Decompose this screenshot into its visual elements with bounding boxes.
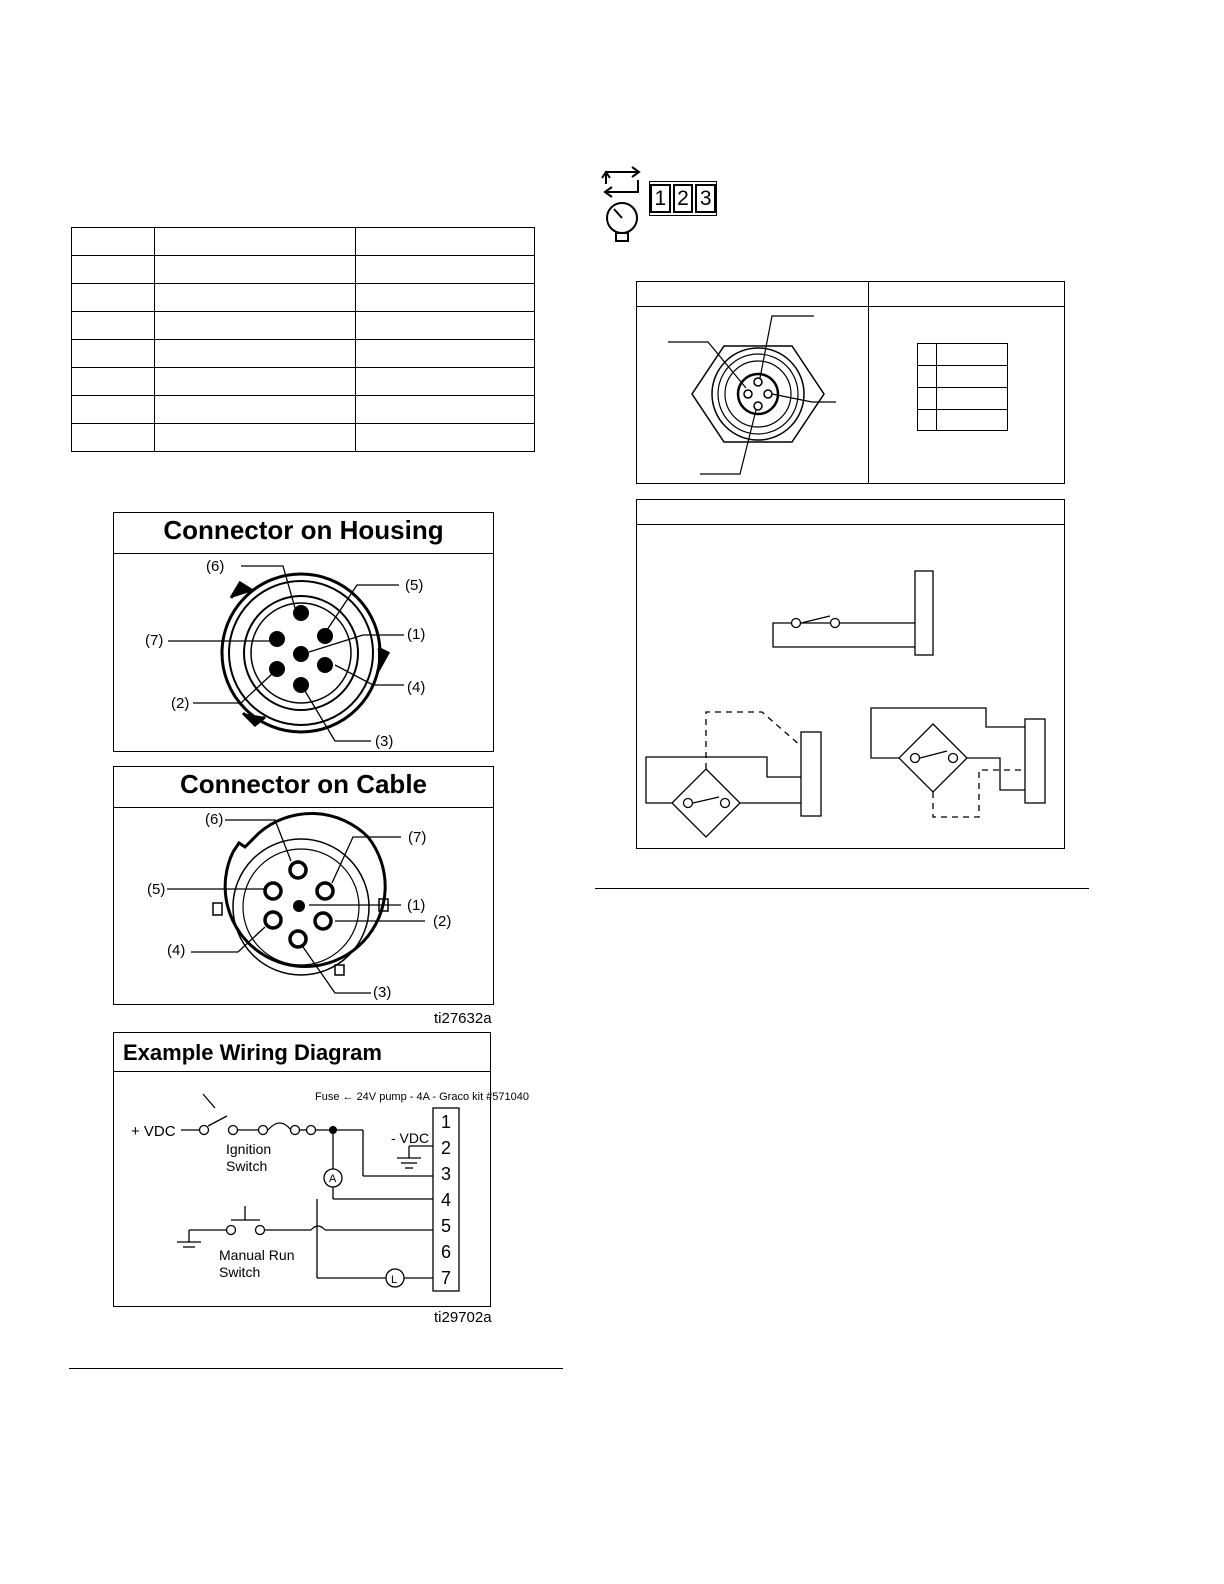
cable-pin-label: (4): [167, 942, 186, 959]
wiring-diagram-drawing: [113, 1072, 530, 1307]
cable-pin-label: (1): [407, 897, 426, 914]
sensor-pin: [744, 390, 752, 398]
manual-run-label: Switch: [219, 1264, 261, 1280]
cable-pin-label: (7): [408, 829, 427, 846]
sensor-pin: [754, 378, 762, 386]
sensor-pin: [764, 390, 772, 398]
table-row: [72, 368, 535, 396]
housing-pin-4: [317, 657, 333, 673]
cable-pin-label: (2): [433, 913, 452, 930]
table-row: [72, 312, 535, 340]
manual-run-label: Manual Run: [219, 1247, 295, 1263]
cycle-arrows-icon: [600, 166, 644, 196]
right-column-rule: [595, 888, 1089, 889]
table-row: [72, 424, 535, 452]
lamp-label: L: [391, 1274, 398, 1286]
cable-pin-3: [290, 931, 306, 947]
counter-digit: 3: [695, 184, 716, 213]
housing-pin-1: [293, 646, 309, 662]
cable-pin-label: (6): [205, 811, 224, 828]
cable-pin-2: [315, 913, 331, 929]
sensor-connector-drawing: [636, 306, 867, 484]
left-column-rule: [69, 1368, 563, 1369]
counter-digit: 1: [650, 184, 671, 213]
housing-pin-5: [317, 628, 333, 644]
cable-pin-label: (3): [373, 984, 392, 1001]
cable-pin-1: [293, 900, 305, 912]
housing-pin-7: [269, 631, 285, 647]
housing-pin-label: (4): [407, 679, 426, 696]
wiring-fig-code: ti29702a: [434, 1309, 492, 1326]
table-row: [72, 396, 535, 424]
housing-pin-label: (7): [145, 632, 164, 649]
terminal-label: 6: [440, 1242, 452, 1262]
terminal-label: 4: [440, 1190, 452, 1210]
cable-pin-label: (5): [147, 881, 166, 898]
terminal-label: 2: [440, 1138, 452, 1158]
housing-connector-drawing: [113, 553, 494, 752]
housing-pin-label: (5): [405, 577, 424, 594]
vdc-neg-label: - VDC: [391, 1130, 430, 1146]
table-row: [72, 228, 535, 256]
sensor-pin: [754, 402, 762, 410]
cable-fig-code: ti27632a: [434, 1010, 492, 1027]
table-row: [72, 284, 535, 312]
housing-pin-label: (1): [407, 626, 426, 643]
switch-schematic-drawing: [636, 524, 1065, 849]
counter-icon: [649, 181, 717, 216]
cable-pin-7: [317, 883, 333, 899]
housing-pin-label: (3): [375, 733, 394, 750]
counter-digit: 2: [673, 184, 694, 213]
gauge-icon: [602, 200, 642, 244]
vdc-pos-label: + VDC: [131, 1123, 176, 1140]
terminal-label: 3: [440, 1164, 452, 1184]
ignition-label: Ignition: [226, 1141, 272, 1157]
terminal-label: 7: [440, 1268, 452, 1288]
ignition-label: Switch: [226, 1158, 268, 1174]
cable-pin-6: [290, 862, 306, 878]
table-row: [72, 340, 535, 368]
housing-pin-label: (6): [206, 558, 225, 575]
housing-pin-3: [293, 677, 309, 693]
sensor-pin-table: [917, 343, 1008, 431]
pin-table: [71, 227, 535, 452]
terminal-label: 5: [440, 1216, 452, 1236]
cable-title: Connector on Cable: [179, 769, 427, 799]
cable-connector-drawing: [113, 807, 494, 1005]
table-row: [72, 256, 535, 284]
cable-pin-5: [265, 883, 281, 899]
cable-pin-4: [265, 912, 281, 928]
terminal-label: 1: [440, 1112, 452, 1132]
wiring-title: Example Wiring Diagram: [123, 1040, 382, 1065]
housing-pin-label: (2): [171, 695, 190, 712]
housing-title: Connector on Housing: [163, 515, 444, 545]
ammeter-label: A: [329, 1173, 337, 1185]
fuse-note: Fuse ← 24V pump - 4A - Graco kit #571040: [315, 1091, 530, 1103]
